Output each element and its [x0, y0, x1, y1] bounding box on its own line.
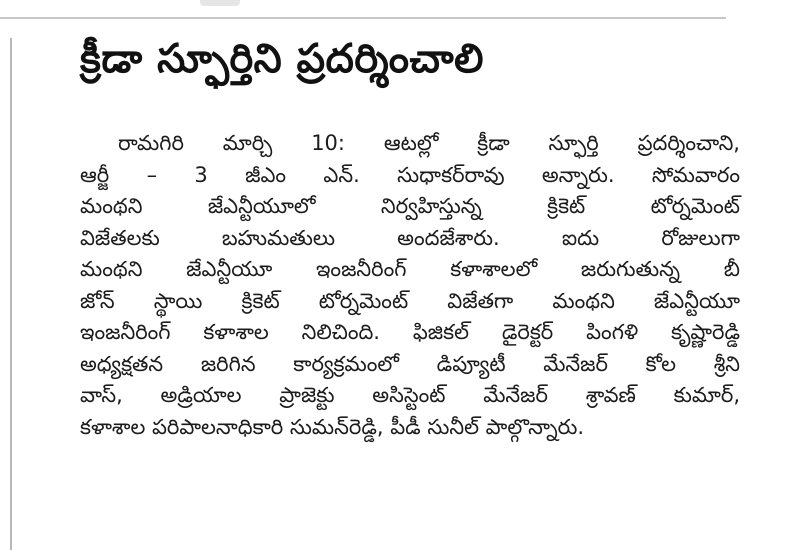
- clipping-edge: [200, 0, 240, 6]
- body-line: మంథని జేఎన్టీయూ ఇంజనీరింగ్ కళాశాలలో జరుగుతున్న బీ: [80, 257, 740, 281]
- body-line: మంథని జేఎన్టీయూలో నిర్వహిస్తున్న క్రికెట్ టోర్నమెంట్: [80, 194, 740, 218]
- column-divider: [10, 38, 12, 550]
- body-line: అధ్యక్షతన జరిగిన కార్యక్రమంలో డిప్యూటీ మేనేజర్ కోల శ్రీని: [80, 351, 740, 376]
- body-line: విజేతలకు బహుమతులు అందజేశారు. ఐదు రోజులుగా: [80, 225, 740, 250]
- top-divider: [0, 17, 726, 19]
- article-body: [80, 128, 740, 443]
- body-line: రామగిరి మార్చి 10: ఆటల్లో క్రీడా స్ఫూర్తి ప్రదర్శించాని,: [118, 131, 740, 155]
- news-article: [80, 30, 740, 443]
- body-line: కళాశాల పరిపాలనాధికారి సుమన్‌రెడ్డి, పీడీ సునీల్ పాల్గొన్నారు.: [80, 414, 585, 439]
- article-headline: క్రీడా స్ఫూర్తిని ప్రదర్శించాలి: [80, 36, 484, 82]
- body-line: జోన్ స్థాయి క్రికెట్ టోర్నమెంట్ విజేతగా మంథని జేఎన్టీయూ: [80, 288, 740, 313]
- body-line: ఇంజనీరింగ్ కళాశాల నిలిచింది. ఫిజికల్ డైరెక్టర్ పింగళి కృష్ణారెడ్డి: [80, 320, 740, 344]
- body-line: ఆర్జీ – 3 జీఎం ఎన్. సుధాకర్‌రావు అన్నారు. సోమవారం: [80, 162, 740, 187]
- body-line: వాస్, అడ్రియాల ప్రాజెక్టు అసిస్టెంట్ మేనేజర్ శ్రావణ్ కుమార్,: [80, 383, 740, 407]
